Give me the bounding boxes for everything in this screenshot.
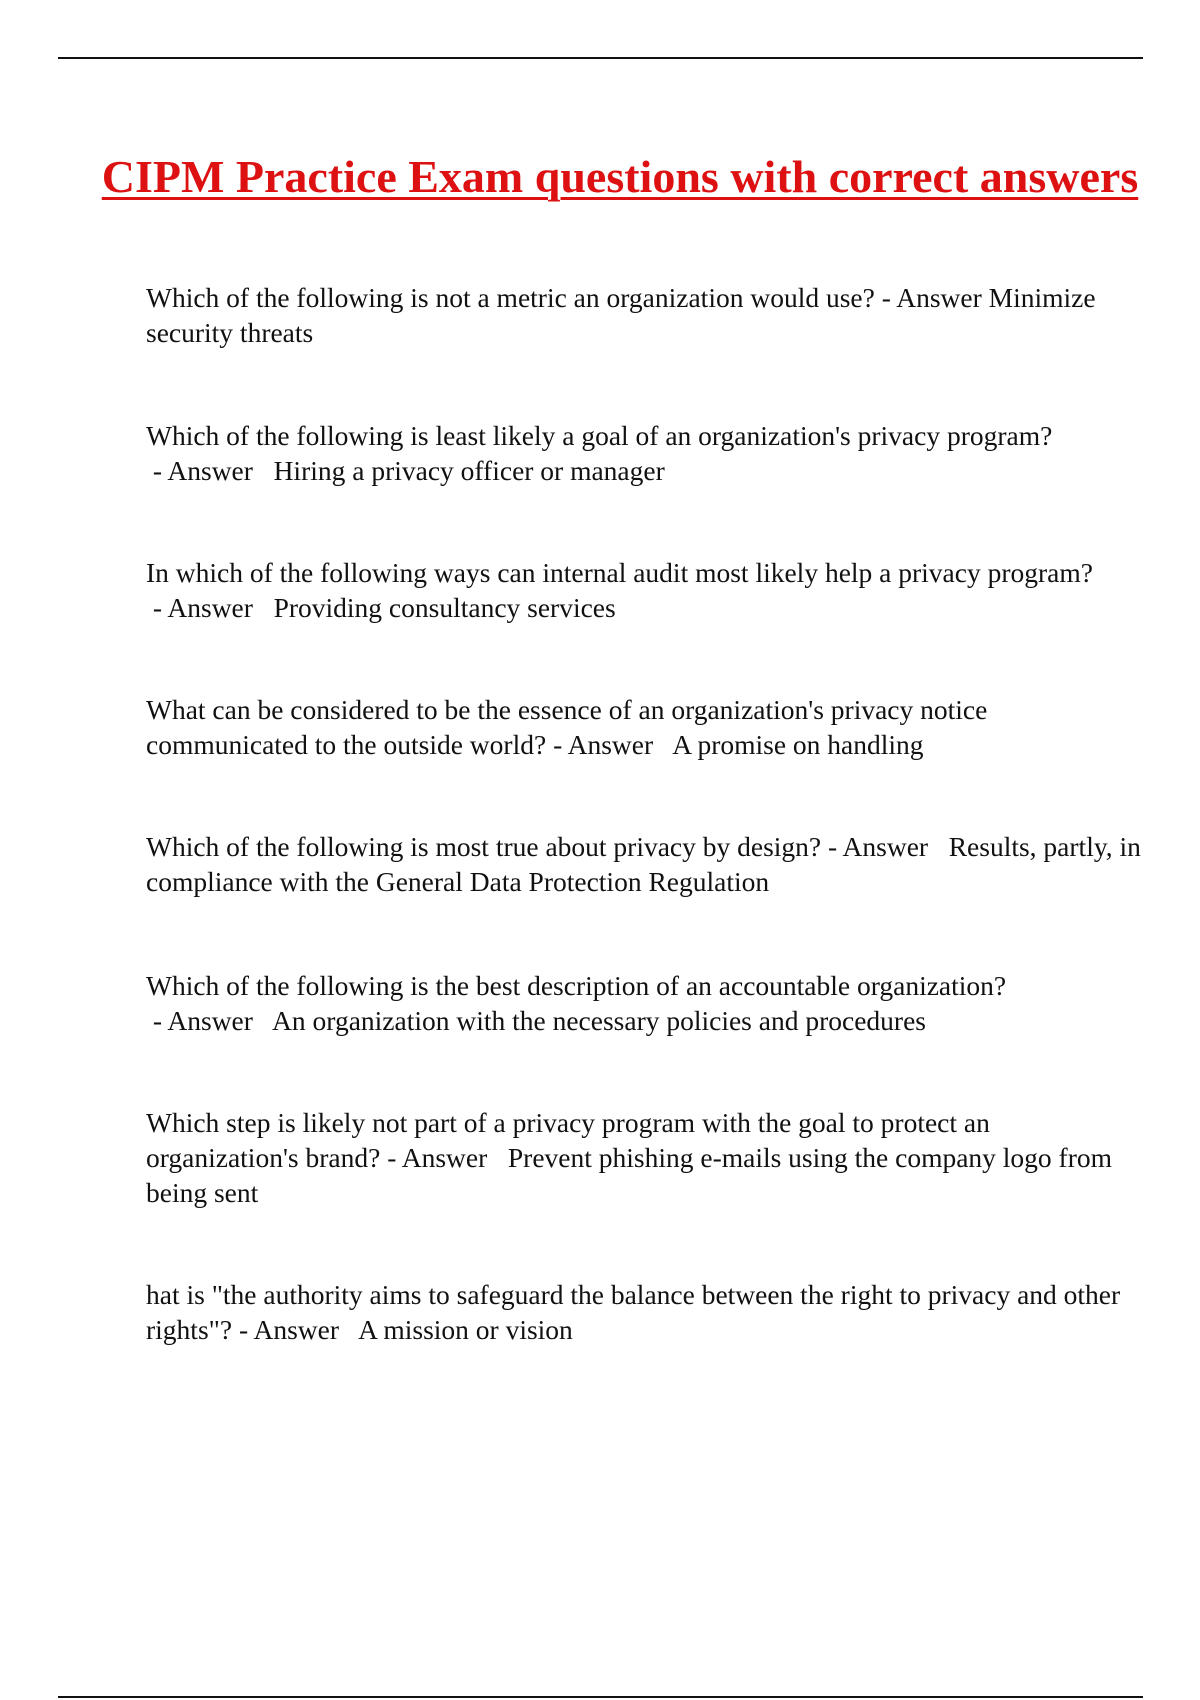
answer-gap [260, 1005, 272, 1036]
question-text: Which of the following is the best description of an accountable organization? [146, 970, 1007, 1001]
question-text: Which step is likely not part of a privacy program with the goal to protect an organization's brand? [146, 1107, 990, 1173]
qa-item-4 [146, 692, 1146, 762]
answer-separator: - Answer [146, 455, 260, 486]
answer-text: A mission or vision [358, 1314, 573, 1345]
answer-gap [260, 592, 274, 623]
header-rule [58, 57, 1143, 59]
answer-separator: - Answer [546, 729, 660, 760]
answer-gap [346, 1314, 358, 1345]
question-text: Which of the following is not a metric an organization would use? [146, 282, 875, 313]
answer-gap [494, 1142, 508, 1173]
answer-gap [660, 729, 672, 760]
answer-text: Results, partly, in compliance with the General Data Protection Regulation [146, 831, 1141, 897]
footer-rule [58, 1696, 1143, 1698]
qa-item-7 [146, 1105, 1146, 1210]
qa-item-1 [146, 280, 1146, 350]
qa-item-6 [146, 968, 1146, 1038]
qa-item-3 [146, 555, 1146, 625]
answer-text: An organization with the necessary policies and procedures [272, 1005, 926, 1036]
answer-text: A promise on handling [672, 729, 924, 760]
answer-text: Providing consultancy services [273, 592, 616, 623]
answer-separator: - Answer [232, 1314, 346, 1345]
question-text: hat is "the authority aims to safeguard the balance between the right to privacy and other rights"? [146, 1279, 1121, 1345]
answer-separator: - Answer [874, 282, 989, 313]
answer-separator: - Answer [146, 1005, 260, 1036]
answer-separator: - Answer [380, 1142, 495, 1173]
answer-separator: - Answer [146, 592, 260, 623]
qa-item-8 [146, 1277, 1146, 1347]
question-text: What can be considered to be the essence of an organization's privacy notice communicated to the outside world? [146, 694, 988, 760]
answer-separator: - Answer [821, 831, 935, 862]
answer-text: Prevent phishing e-mails using the company logo from being sent [146, 1142, 1113, 1208]
page-title: CIPM Practice Exam questions with correct answers [101, 151, 1139, 202]
answer-text: Hiring a privacy officer or manager [273, 455, 665, 486]
answer-text: Minimize security threats [146, 282, 1096, 348]
qa-item-5 [146, 829, 1146, 899]
qa-item-2 [146, 418, 1146, 488]
question-text: Which of the following is least likely a goal of an organization's privacy program? [146, 420, 1053, 451]
answer-gap [935, 831, 949, 862]
answer-gap [260, 455, 274, 486]
question-text: In which of the following ways can internal audit most likely help a privacy program? [146, 557, 1093, 588]
question-text: Which of the following is most true about privacy by design? [146, 831, 822, 862]
